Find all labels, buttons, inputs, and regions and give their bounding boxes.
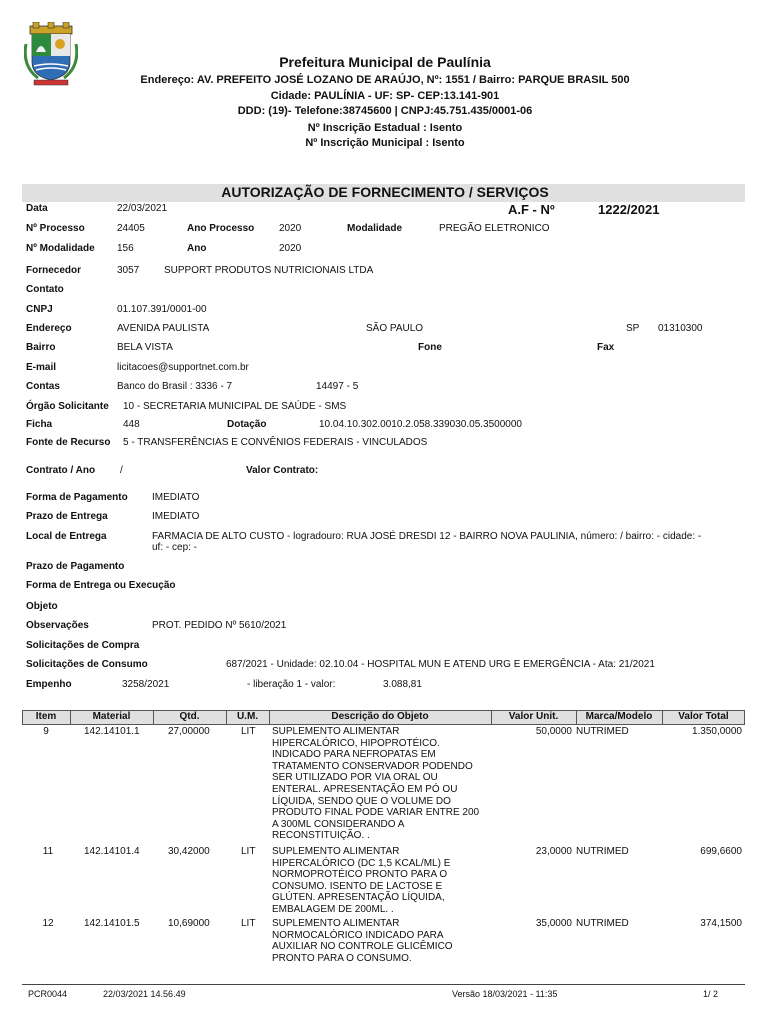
- row-material: 142.14101.5: [84, 918, 140, 929]
- empenho-label: Empenho: [26, 679, 72, 690]
- local-entrega-label: Local de Entrega: [26, 531, 107, 542]
- document-title: AUTORIZAÇÃO DE FORNECIMENTO / SERVIÇOS: [221, 184, 549, 200]
- uf-value: SP: [626, 323, 640, 334]
- row-valor-total: 374,1500: [700, 918, 742, 929]
- forma-pagamento-label: Forma de Pagamento: [26, 492, 128, 503]
- fonte-value: 5 - TRANSFERÊNCIAS E CONVÊNIOS FEDERAIS - VINCULADOS: [123, 437, 428, 448]
- ficha-label: Ficha: [26, 419, 53, 430]
- fonte-label: Fonte de Recurso: [26, 437, 111, 448]
- cnpj-value: 01.107.391/0001-00: [117, 304, 207, 315]
- row-valor-total: 699,6600: [700, 846, 742, 857]
- row-marca: NUTRIMED: [576, 918, 629, 929]
- th-descricao: Descrição do Objeto: [331, 711, 429, 722]
- footer-page: 1/ 2: [703, 989, 719, 999]
- org-municipal-registration: Nº Inscrição Municipal : Isento: [305, 137, 465, 149]
- prazo-entrega-value: IMEDIATO: [152, 511, 200, 522]
- observacoes-label: Observações: [26, 620, 89, 631]
- ano-label: Ano: [187, 243, 207, 254]
- fax-label: Fax: [597, 342, 615, 353]
- th-valor-unit: Valor Unit.: [508, 711, 559, 722]
- row-descricao: SUPLEMENTO ALIMENTAR HIPERCALÓRICO, HIPOPROTÉICO. INDICADO PARA NEFROPATAS EM TRATAMENTO CONSERVADOR PODENDO SER UTILIZADO POR VIA ORAL OU ENTERAL. APRESENTAÇÃO EM PÓ OU LÍQUIDA, SENDO QUE O VOLUME DO PRODUTO FINAL PODE VARIAR ENTRE 200 A 300ML CONSIDERANDO A RECONSTITUIÇÃO. .: [272, 726, 480, 842]
- row-material: 142.14101.1: [84, 726, 140, 737]
- empenho-valor: 3.088,81: [383, 679, 422, 690]
- orgao-value: 10 - SECRETARIA MUNICIPAL DE SAÚDE - SMS: [123, 401, 347, 412]
- num-modalidade-value: 156: [117, 243, 134, 254]
- dotacao-label: Dotação: [227, 419, 267, 430]
- cidade-value: SÃO PAULO: [366, 323, 424, 334]
- prazo-entrega-label: Prazo de Entrega: [26, 511, 108, 522]
- empenho-value: 3258/2021: [122, 679, 170, 690]
- ano-value: 2020: [279, 243, 302, 254]
- af-label: A.F - Nº: [508, 202, 555, 217]
- data-label: Data: [26, 203, 48, 214]
- dotacao-value: 10.04.10.302.0010.2.058.339030.05.3500000: [319, 419, 522, 430]
- processo-value: 24405: [117, 223, 145, 234]
- cnpj-label: CNPJ: [26, 304, 53, 315]
- footer-code: PCR0044: [28, 989, 68, 999]
- forma-execucao-label: Forma de Entrega ou Execução: [26, 580, 176, 591]
- forma-pagamento-value: IMEDIATO: [152, 492, 200, 503]
- ano-processo-value: 2020: [279, 223, 302, 234]
- num-modalidade-label: Nº Modalidade: [26, 243, 95, 254]
- data-value: 22/03/2021: [117, 203, 168, 214]
- modalidade-value: PREGÃO ELETRONICO: [439, 223, 550, 234]
- th-valor-total: Valor Total: [678, 711, 729, 722]
- row-qtd: 27,00000: [168, 726, 210, 737]
- th-marca: Marca/Modelo: [585, 711, 653, 722]
- row-valor-unit: 23,0000: [535, 846, 572, 857]
- cep-value: 01310300: [658, 323, 703, 334]
- bairro-label: Bairro: [26, 342, 56, 353]
- empenho-liberacao: - liberação 1 - valor:: [247, 679, 336, 690]
- solicitacoes-consumo-label: Solicitações de Consumo: [26, 659, 148, 670]
- email-value: licitacoes@supportnet.com.br: [117, 362, 249, 373]
- row-marca: NUTRIMED: [576, 846, 629, 857]
- fone-label: Fone: [418, 342, 442, 353]
- contato-label: Contato: [26, 284, 64, 295]
- endereco-value: AVENIDA PAULISTA: [117, 323, 210, 334]
- processo-label: Nº Processo: [26, 223, 85, 234]
- row-item: 9: [43, 726, 49, 737]
- row-item: 11: [42, 846, 54, 857]
- row-valor-unit: 35,0000: [535, 918, 572, 929]
- modalidade-label: Modalidade: [347, 223, 403, 234]
- solicitacoes-compra-label: Solicitações de Compra: [26, 640, 140, 651]
- org-phone-cnpj: DDD: (19)- Telefone:38745600 | CNPJ:45.751.435/0001-06: [237, 105, 533, 117]
- prazo-pagamento-label: Prazo de Pagamento: [26, 561, 125, 572]
- local-entrega-line1: FARMACIA DE ALTO CUSTO - logradouro: RUA JOSÉ DRESDI 12 - BAIRRO NOVA PAULINIA, número: / bairro: - cidade: -: [152, 531, 702, 542]
- fornecedor-code: 3057: [117, 265, 140, 276]
- row-item: 12: [42, 918, 54, 929]
- th-material: Material: [92, 711, 131, 722]
- solicitacoes-consumo-value: 687/2021 - Unidade: 02.10.04 - HOSPITAL MUN E ATEND URG E EMERGÊNCIA - Ata: 21/2021: [226, 659, 655, 670]
- footer-divider: [22, 984, 745, 985]
- contrato-label: Contrato / Ano: [26, 465, 96, 476]
- org-name: Prefeitura Municipal de Paulínia: [279, 54, 491, 70]
- orgao-label: Órgão Solicitante: [26, 401, 109, 412]
- ficha-value: 448: [123, 419, 140, 430]
- row-descricao: SUPLEMENTO ALIMENTAR NORMOCALÓRICO INDICADO PARA AUXILIAR NO CONTROLE GLICÊMICO PRONTO PARA O CONSUMO.: [272, 918, 453, 964]
- footer-datetime: 22/03/2021 14.56.49: [103, 989, 186, 999]
- org-address: Endereço: AV. PREFEITO JOSÉ LOZANO DE ARAÚJO, Nº: 1551 / Bairro: PARQUE BRASIL 500: [140, 74, 630, 86]
- row-descricao: SUPLEMENTO ALIMENTAR HIPERCALÓRICO (DC 1,5 KCAL/ML) E NORMOPROTÉICO PRONTO PARA O CONSUMO. ISENTO DE LACTOSE E GLÚTEN. APRESENTAÇÃO LÍQUIDA, EMBALAGEM DE 200ML. .: [272, 846, 451, 915]
- valor-contrato-label: Valor Contrato:: [246, 465, 319, 476]
- row-valor-total: 1.350,0000: [691, 726, 742, 737]
- th-item: Item: [35, 711, 57, 722]
- bairro-value: BELA VISTA: [117, 342, 173, 353]
- row-marca: NUTRIMED: [576, 726, 629, 737]
- row-qtd: 10,69000: [168, 918, 210, 929]
- contas-bank: Banco do Brasil : 3336 - 7: [117, 381, 233, 392]
- row-um: LIT: [241, 918, 256, 929]
- fornecedor-label: Fornecedor: [26, 265, 82, 276]
- th-um: U.M.: [236, 711, 259, 722]
- contas-account: 14497 - 5: [316, 381, 359, 392]
- fornecedor-name: SUPPORT PRODUTOS NUTRICIONAIS LTDA: [164, 265, 374, 276]
- th-qtd: Qtd.: [179, 711, 200, 722]
- row-valor-unit: 50,0000: [535, 726, 572, 737]
- ano-processo-label: Ano Processo: [187, 223, 255, 234]
- endereco-label: Endereço: [26, 323, 72, 334]
- row-qtd: 30,42000: [168, 846, 210, 857]
- objeto-label: Objeto: [26, 601, 58, 612]
- org-state-registration: Nº Inscrição Estadual : Isento: [307, 122, 463, 134]
- contas-label: Contas: [26, 381, 60, 392]
- row-material: 142.14101.4: [84, 846, 140, 857]
- local-entrega-line2: uf: - cep: -: [152, 542, 198, 553]
- org-city: Cidade: PAULÍNIA - UF: SP- CEP:13.141-901: [270, 90, 500, 102]
- footer-version: Versão 18/03/2021 - 11:35: [452, 989, 558, 999]
- email-label: E-mail: [26, 362, 57, 373]
- af-number: 1222/2021: [598, 202, 660, 217]
- row-um: LIT: [241, 846, 256, 857]
- observacoes-value: PROT. PEDIDO Nº 5610/2021: [152, 620, 287, 631]
- contrato-value: /: [120, 465, 123, 476]
- row-um: LIT: [241, 726, 256, 737]
